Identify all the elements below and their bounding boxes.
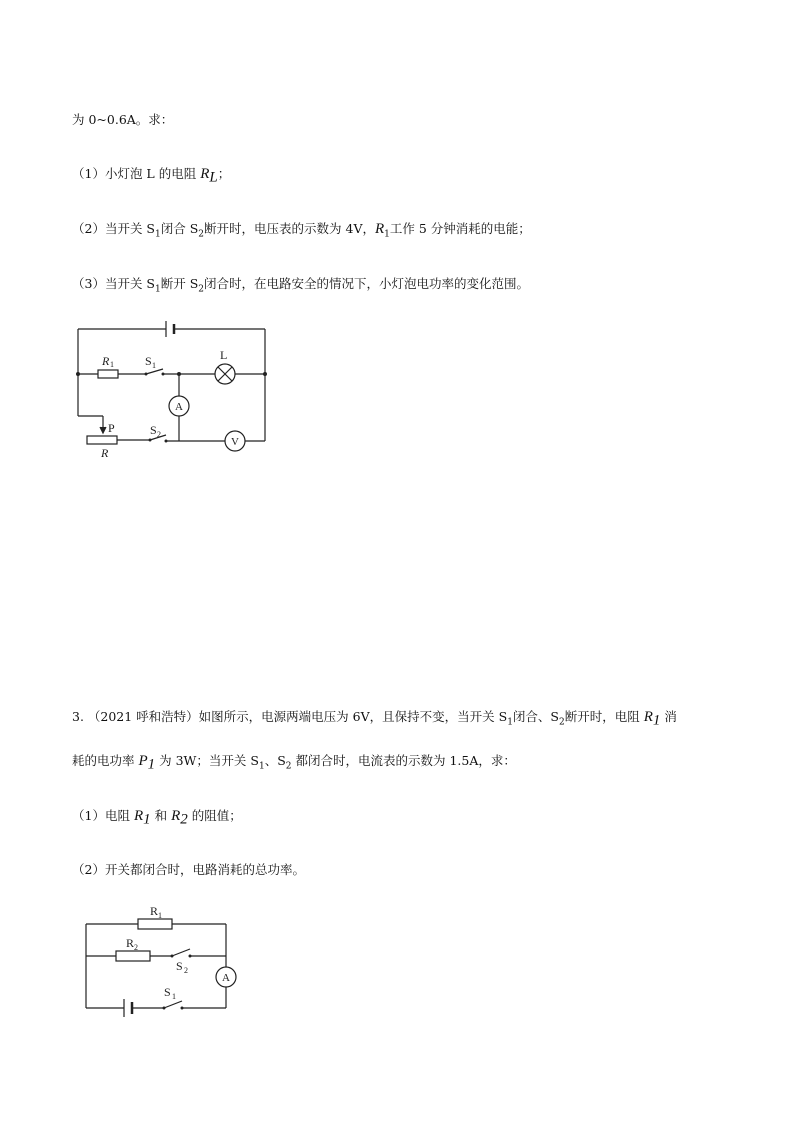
- p3-line1-var-sub: 1: [652, 712, 661, 729]
- p3-q1-var2-sub: 2: [180, 811, 188, 828]
- label-r2-sub: 2: [134, 943, 138, 952]
- p3-line1-s1-sub: 1: [507, 717, 513, 728]
- label-voltmeter: V: [231, 436, 239, 448]
- p3-line1-s2-sub: 2: [559, 717, 565, 728]
- p3-q1-a: （1）电阻: [72, 808, 134, 823]
- resistor-r1: [98, 370, 118, 378]
- q2-s2-sub: 2: [198, 229, 205, 240]
- q3-part-c: 闭合时，在电路安全的情况下，小灯泡电功率的变化范围。: [204, 276, 530, 291]
- problem2-question3: [72, 274, 529, 295]
- label-s1-sub: 1: [152, 361, 156, 370]
- circuit-diagram-1: [70, 315, 280, 460]
- junction-mid: [177, 372, 181, 376]
- label-r1: R: [150, 904, 159, 918]
- label-rheostat: R: [101, 446, 109, 460]
- q3-s2-sub: 2: [198, 284, 205, 295]
- q1-var-sub: L: [209, 169, 218, 186]
- problem2-question2: [72, 219, 531, 240]
- label-r2: R: [126, 936, 135, 950]
- p3-line2-var: P: [138, 753, 148, 769]
- circuit-diagram-2: [80, 900, 250, 1020]
- q2-var-sub: 1: [384, 229, 390, 240]
- q1-prefix: （1）小灯泡 L 的电阻: [72, 166, 201, 181]
- label-s1: S: [145, 354, 152, 368]
- p3-q1-var1: R: [133, 808, 144, 824]
- p3-line2-c: 、S: [264, 753, 286, 768]
- junction-right: [263, 372, 267, 376]
- q2-var: R: [374, 221, 385, 237]
- q2-s1-sub: 1: [155, 229, 161, 240]
- switch-s2-blade: [172, 949, 190, 956]
- problem3-question2: [72, 860, 305, 878]
- rheostat-r: [87, 436, 117, 444]
- label-lamp: L: [220, 348, 228, 362]
- q1-suffix: ；: [217, 166, 231, 181]
- q2-part-d: 工作 5 分钟消耗的电能；: [389, 221, 531, 236]
- label-s2: S: [176, 959, 183, 973]
- label-r1-sub: 1: [110, 360, 114, 369]
- q3-s1-sub: 1: [155, 284, 161, 295]
- p3-line1-c: 断开时，电阻: [564, 709, 644, 724]
- p3-line1-a: 3. （2021 呼和浩特）如图所示，电源两端电压为 6V，且保持不变，当开关 S: [72, 709, 508, 724]
- p3-line2-a: 耗的电功率: [72, 753, 139, 768]
- problem3-line1: [72, 707, 677, 730]
- p3-q1-var2: R: [171, 808, 181, 824]
- p3-line1-d: 消: [660, 709, 677, 724]
- p3-line2-s2-sub: 2: [285, 761, 292, 772]
- q2-part-b: 闭合 S: [160, 221, 199, 236]
- problem3-question1: [72, 806, 242, 829]
- label-ammeter: A: [175, 401, 183, 413]
- p3-line1-b: 闭合、S: [512, 709, 559, 724]
- label-r1: R: [102, 354, 110, 368]
- problem2-line0: [72, 110, 173, 128]
- p3-q1-c: 的阻值；: [187, 808, 242, 823]
- junction-left: [76, 372, 80, 376]
- q1-var: R: [200, 166, 210, 182]
- label-p: P: [108, 421, 115, 435]
- p3-line2-var-sub: 1: [147, 756, 156, 773]
- switch-s1-blade: [164, 1001, 182, 1008]
- label-s2-sub: 2: [157, 430, 161, 439]
- q2-part-a: （2）当开关 S: [72, 221, 155, 236]
- resistor-r2: [116, 951, 150, 961]
- q3-part-b: 断开 S: [160, 276, 199, 291]
- resistor-r1: [138, 919, 172, 929]
- label-ammeter: A: [222, 972, 230, 984]
- q2-part-c: 断开时，电压表的示数为 4V，: [204, 221, 375, 236]
- label-r1-sub: 1: [158, 911, 162, 920]
- q3-part-a: （3）当开关 S: [72, 276, 155, 291]
- p3-line2-s1-sub: 1: [258, 761, 265, 772]
- p3-q1-var1-sub: 1: [143, 811, 151, 828]
- label-s1-sub: 1: [172, 992, 176, 1001]
- p3-q1-b: 和: [150, 808, 172, 823]
- problem3-line2: [72, 751, 516, 774]
- p3-line1-var: R: [643, 709, 653, 725]
- label-s2: S: [150, 423, 157, 437]
- problem2-line0-text: 为 0~0.6A。求：: [72, 112, 174, 127]
- label-s2-sub: 2: [184, 966, 188, 975]
- p3-q2-text: （2）开关都闭合时，电路消耗的总功率。: [72, 862, 305, 877]
- p3-line2-b: 为 3W；当开关 S: [155, 753, 259, 768]
- p3-line2-d: 都闭合时，电流表的示数为 1.5A，求：: [291, 753, 516, 768]
- label-s1: S: [164, 985, 171, 999]
- problem2-question1: [72, 164, 230, 187]
